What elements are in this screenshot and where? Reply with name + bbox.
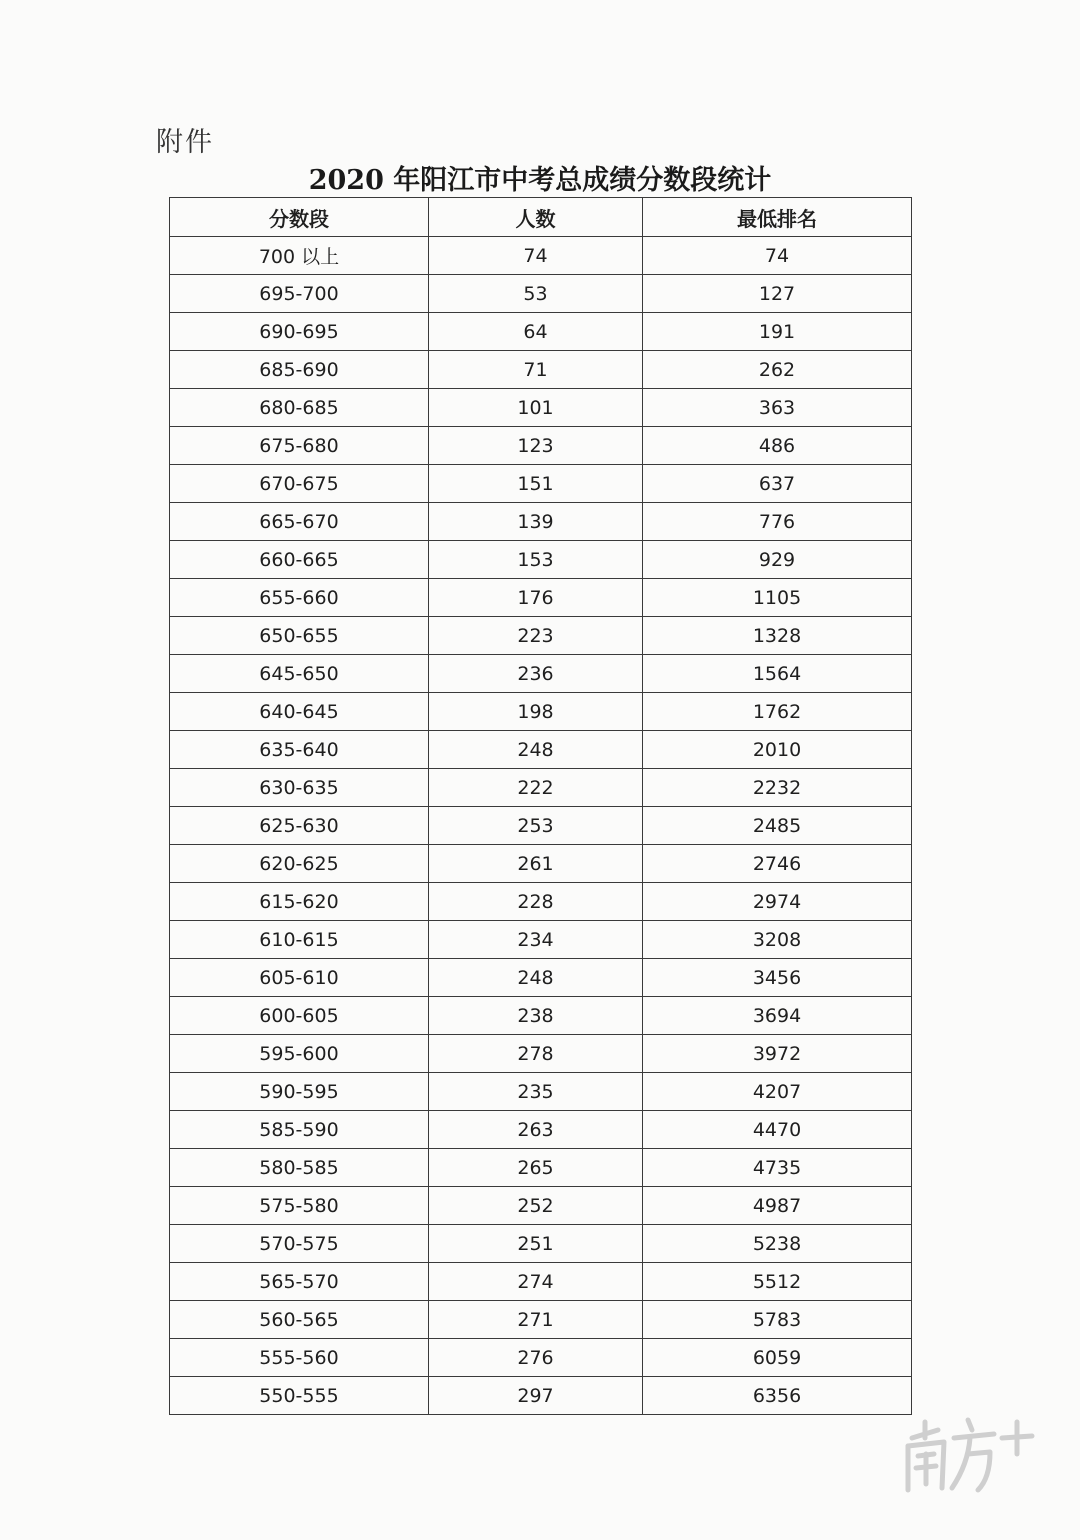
cell-score-range: 645-650	[170, 655, 429, 693]
table-row	[170, 1263, 912, 1301]
cell-lowest-rank: 191	[643, 313, 912, 351]
cell-score-range: 555-560	[170, 1339, 429, 1377]
table-row	[170, 959, 912, 997]
cell-count: 101	[429, 389, 643, 427]
page-title: 2020 年阳江市中考总成绩分数段统计	[308, 165, 772, 196]
cell-count: 238	[429, 997, 643, 1035]
cell-lowest-rank: 1105	[643, 579, 912, 617]
table-row	[170, 1301, 912, 1339]
cell-count: 251	[429, 1225, 643, 1263]
cell-count: 64	[429, 313, 643, 351]
cell-count: 248	[429, 731, 643, 769]
table-row	[170, 579, 912, 617]
cell-lowest-rank: 5783	[643, 1301, 912, 1339]
cell-score-range: 635-640	[170, 731, 429, 769]
cell-lowest-rank: 2010	[643, 731, 912, 769]
table-row	[170, 997, 912, 1035]
cell-count: 278	[429, 1035, 643, 1073]
table-row	[170, 693, 912, 731]
table-row	[170, 921, 912, 959]
cell-count: 297	[429, 1377, 643, 1415]
cell-lowest-rank: 1564	[643, 655, 912, 693]
cell-score-range: 575-580	[170, 1187, 429, 1225]
cell-count: 236	[429, 655, 643, 693]
cell-lowest-rank: 637	[643, 465, 912, 503]
cell-lowest-rank: 262	[643, 351, 912, 389]
cell-count: 123	[429, 427, 643, 465]
table-row	[170, 1073, 912, 1111]
cell-score-range: 680-685	[170, 389, 429, 427]
cell-score-range: 580-585	[170, 1149, 429, 1187]
cell-lowest-rank: 6059	[643, 1339, 912, 1377]
cell-score-range: 560-565	[170, 1301, 429, 1339]
table-row	[170, 1149, 912, 1187]
table-row	[170, 313, 912, 351]
table-row	[170, 1187, 912, 1225]
cell-score-range: 620-625	[170, 845, 429, 883]
cell-lowest-rank: 74	[643, 237, 912, 275]
header-score-range: 分数段	[170, 198, 429, 237]
cell-count: 223	[429, 617, 643, 655]
cell-lowest-rank: 776	[643, 503, 912, 541]
cell-score-range: 630-635	[170, 769, 429, 807]
watermark-logo	[898, 1408, 1038, 1496]
cell-count: 74	[429, 237, 643, 275]
score-distribution-table	[169, 197, 912, 1415]
table-row	[170, 617, 912, 655]
cell-score-range: 565-570	[170, 1263, 429, 1301]
cell-lowest-rank: 4987	[643, 1187, 912, 1225]
attachment-label: 附件	[156, 127, 214, 158]
table-row	[170, 769, 912, 807]
cell-count: 234	[429, 921, 643, 959]
cell-count: 263	[429, 1111, 643, 1149]
cell-lowest-rank: 363	[643, 389, 912, 427]
table-row	[170, 845, 912, 883]
table-header	[170, 198, 912, 237]
cell-score-range: 650-655	[170, 617, 429, 655]
cell-score-range: 690-695	[170, 313, 429, 351]
table-row	[170, 1225, 912, 1263]
cell-score-range: 675-680	[170, 427, 429, 465]
cell-score-range: 590-595	[170, 1073, 429, 1111]
cell-lowest-rank: 3208	[643, 921, 912, 959]
table-header-row	[170, 198, 912, 237]
cell-count: 222	[429, 769, 643, 807]
table-row	[170, 1111, 912, 1149]
cell-score-range: 660-665	[170, 541, 429, 579]
cell-lowest-rank: 4470	[643, 1111, 912, 1149]
header-count: 人数	[429, 198, 643, 237]
cell-count: 53	[429, 275, 643, 313]
cell-count: 151	[429, 465, 643, 503]
cell-score-range: 670-675	[170, 465, 429, 503]
cell-score-range: 665-670	[170, 503, 429, 541]
cell-lowest-rank: 5512	[643, 1263, 912, 1301]
cell-score-range: 570-575	[170, 1225, 429, 1263]
table-row	[170, 541, 912, 579]
cell-score-range: 605-610	[170, 959, 429, 997]
table-row	[170, 503, 912, 541]
cell-lowest-rank: 3694	[643, 997, 912, 1035]
cell-lowest-rank: 2485	[643, 807, 912, 845]
cell-count: 176	[429, 579, 643, 617]
cell-score-range: 610-615	[170, 921, 429, 959]
cell-score-range: 625-630	[170, 807, 429, 845]
cell-count: 265	[429, 1149, 643, 1187]
cell-lowest-rank: 2746	[643, 845, 912, 883]
cell-lowest-rank: 929	[643, 541, 912, 579]
table-row	[170, 655, 912, 693]
table-row	[170, 351, 912, 389]
table-row	[170, 275, 912, 313]
table-row	[170, 1377, 912, 1415]
cell-count: 276	[429, 1339, 643, 1377]
cell-score-range: 615-620	[170, 883, 429, 921]
cell-count: 248	[429, 959, 643, 997]
cell-score-range: 685-690	[170, 351, 429, 389]
cell-score-range: 585-590	[170, 1111, 429, 1149]
cell-score-range: 550-555	[170, 1377, 429, 1415]
table-row	[170, 389, 912, 427]
cell-score-range: 700 以上	[170, 237, 429, 275]
cell-count: 271	[429, 1301, 643, 1339]
header-lowest-rank: 最低排名	[643, 198, 912, 237]
table-row	[170, 1339, 912, 1377]
table-row	[170, 465, 912, 503]
cell-count: 252	[429, 1187, 643, 1225]
cell-count: 253	[429, 807, 643, 845]
cell-score-range: 595-600	[170, 1035, 429, 1073]
cell-score-range: 600-605	[170, 997, 429, 1035]
cell-lowest-rank: 1762	[643, 693, 912, 731]
cell-count: 71	[429, 351, 643, 389]
cell-lowest-rank: 2974	[643, 883, 912, 921]
cell-score-range: 695-700	[170, 275, 429, 313]
cell-score-range: 655-660	[170, 579, 429, 617]
cell-lowest-rank: 2232	[643, 769, 912, 807]
cell-count: 153	[429, 541, 643, 579]
cell-count: 235	[429, 1073, 643, 1111]
cell-lowest-rank: 486	[643, 427, 912, 465]
table-row	[170, 1035, 912, 1073]
cell-lowest-rank: 1328	[643, 617, 912, 655]
cell-lowest-rank: 4735	[643, 1149, 912, 1187]
table-row	[170, 731, 912, 769]
cell-count: 139	[429, 503, 643, 541]
cell-score-range: 640-645	[170, 693, 429, 731]
cell-lowest-rank: 3456	[643, 959, 912, 997]
cell-count: 198	[429, 693, 643, 731]
cell-lowest-rank: 4207	[643, 1073, 912, 1111]
table-body	[170, 237, 912, 1415]
cell-count: 228	[429, 883, 643, 921]
table-row	[170, 807, 912, 845]
cell-lowest-rank: 127	[643, 275, 912, 313]
table-row	[170, 427, 912, 465]
cell-lowest-rank: 3972	[643, 1035, 912, 1073]
cell-lowest-rank: 6356	[643, 1377, 912, 1415]
cell-count: 261	[429, 845, 643, 883]
cell-lowest-rank: 5238	[643, 1225, 912, 1263]
table-row	[170, 883, 912, 921]
table-row	[170, 237, 912, 275]
cell-count: 274	[429, 1263, 643, 1301]
